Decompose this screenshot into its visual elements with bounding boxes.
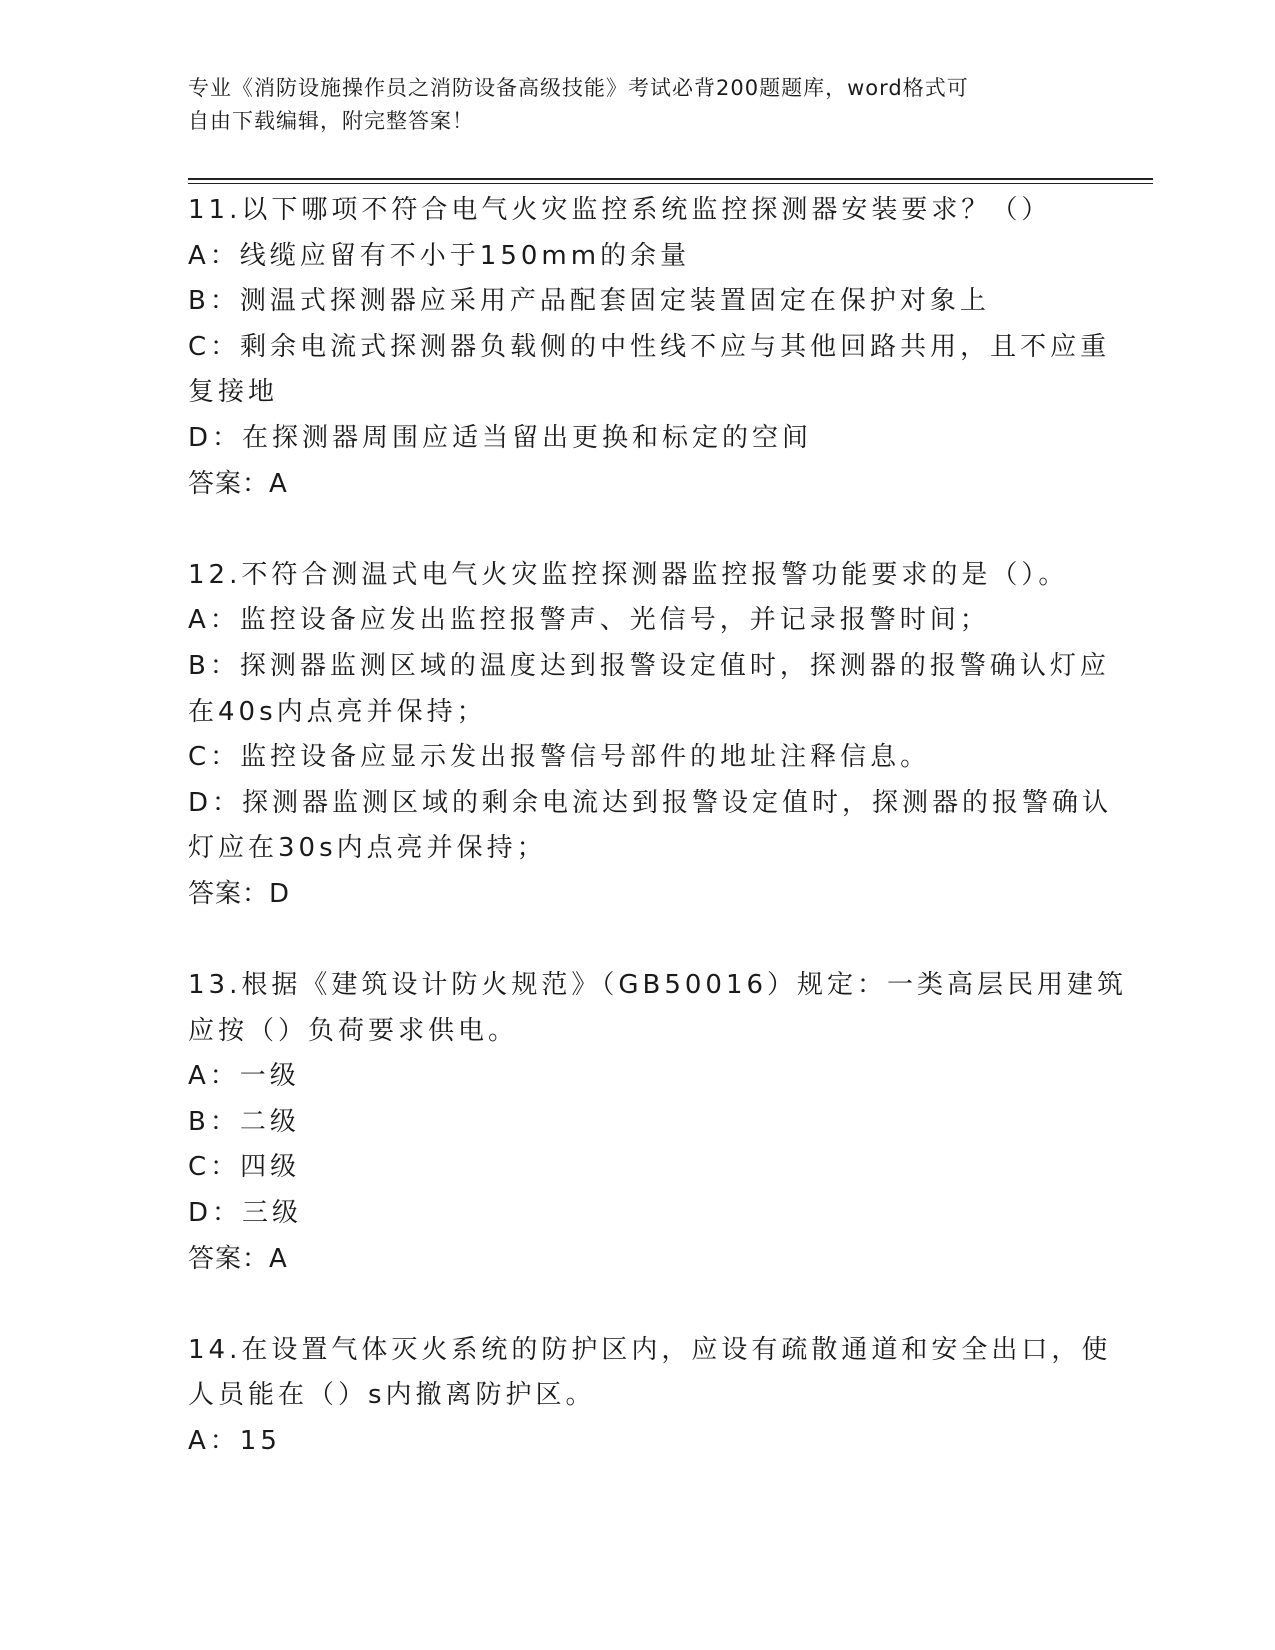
question-14	[188, 1328, 1112, 1465]
spacer	[188, 507, 1088, 553]
question-stem: 14.在设置气体灭火系统的防护区内，应设有疏散通道和安全出口，使	[188, 1334, 1112, 1365]
question-12	[188, 553, 1113, 918]
answer: 答案：A	[188, 468, 288, 499]
option-b: B：探测器监测区域的温度达到报警设定值时，探测器的报警确认灯应	[188, 650, 1110, 681]
option-b: B：测温式探测器应采用产品配套固定装置固定在保护对象上	[188, 286, 990, 317]
header-line-2: 自由下载编辑，附完整答案！	[188, 109, 474, 133]
question-list	[188, 188, 1128, 1465]
option-a: A：监控设备应发出监控报警声、光信号，并记录报警时间；	[188, 605, 990, 636]
option-b: B：二级	[188, 1106, 300, 1137]
question-stem: 12.不符合测温式电气火灾监控探测器监控报警功能要求的是（）。	[188, 559, 1069, 590]
header-line-1: 专业《消防设施操作员之消防设备高级技能》考试必背200题题库，word格式可	[188, 76, 969, 100]
option-c: C：四级	[188, 1152, 301, 1183]
header-rule-thick	[188, 178, 1153, 180]
option-d: D：探测器监测区域的剩余电流达到报警设定值时，探测器的报警确认	[188, 787, 1113, 818]
answer: 答案：D	[188, 878, 291, 909]
option-d: D：在探测器周围应适当留出更换和标定的空间	[188, 422, 813, 453]
option-c: C：监控设备应显示发出报警信号部件的地址注释信息。	[188, 742, 931, 773]
option-d-continued: 灯应在30s内点亮并保持；	[188, 833, 547, 864]
option-c: C：剩余电流式探测器负载侧的中性线不应与其他回路共用，且不应重	[188, 331, 1111, 362]
question-11	[188, 188, 1111, 507]
option-d: D：三级	[188, 1198, 303, 1229]
question-stem-continued: 人员能在（）s内撤离防护区。	[188, 1380, 596, 1411]
spacer	[188, 918, 1088, 964]
question-stem: 11.以下哪项不符合电气火灾监控系统监控探测器安装要求？（）	[188, 195, 1052, 225]
option-a: A：一级	[188, 1061, 300, 1092]
spacer	[188, 1282, 1088, 1328]
option-a: A：线缆应留有不小于150mm的余量	[188, 240, 691, 271]
question-13	[188, 963, 1128, 1282]
question-stem: 13.根据《建筑设计防火规范》（GB50016）规定：一类高层民用建筑	[188, 970, 1128, 1001]
answer: 答案：A	[188, 1243, 288, 1274]
question-stem-continued: 应按（）负荷要求供电。	[188, 1015, 519, 1046]
option-b-continued: 在40s内点亮并保持；	[188, 696, 487, 727]
option-c-continued: 复接地	[188, 377, 279, 408]
header-rule-thin	[188, 183, 1153, 184]
document-header	[188, 72, 1088, 138]
option-a: A：15	[188, 1426, 281, 1457]
